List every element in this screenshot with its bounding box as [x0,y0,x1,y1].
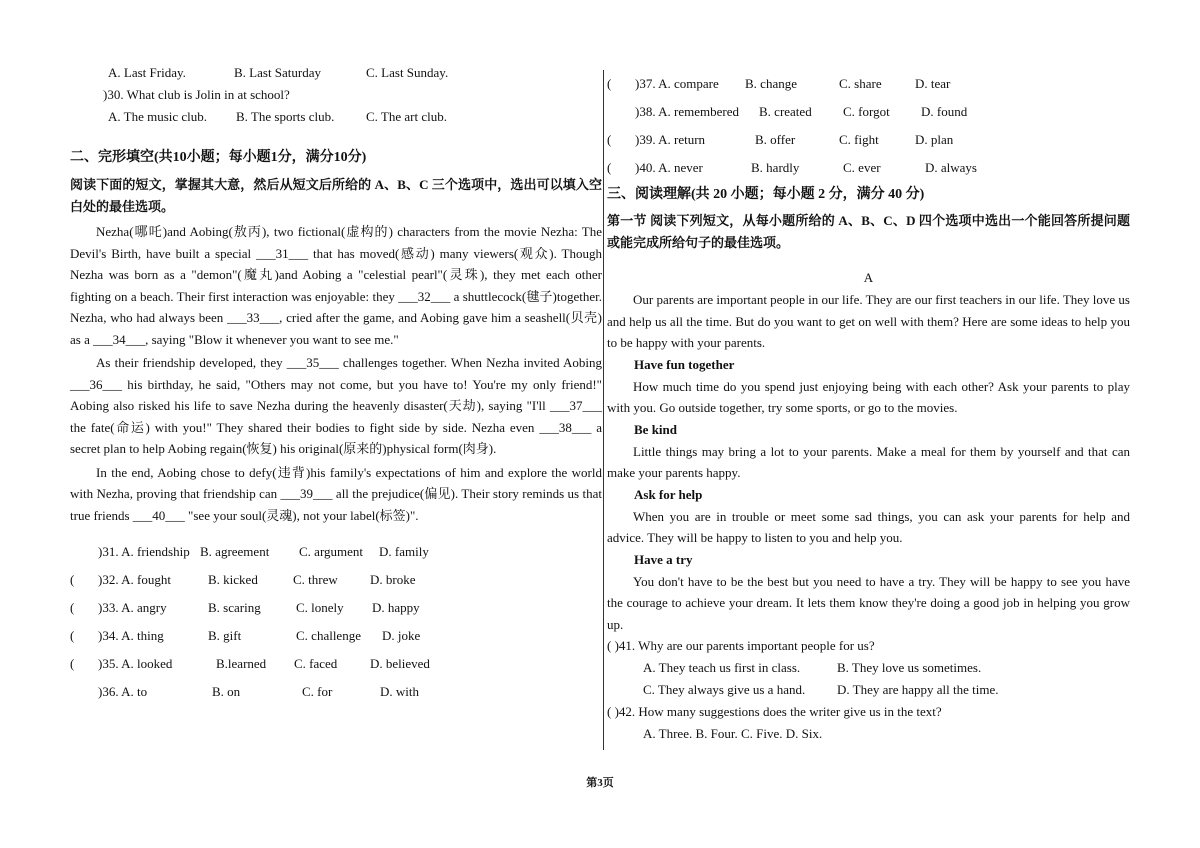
option-d: D. found [921,104,968,119]
cloze-questions-left [70,538,602,706]
answer-paren[interactable]: ( [607,160,612,175]
column-divider [603,70,604,750]
q41-options-row2 [607,679,1130,701]
text-be-kind: Little things may bring a lot to your parents. Make a meal for them by yourself and that can make your parents happy. [607,443,1130,480]
option-c: C. share [839,76,882,91]
q41-option-a: A. They teach us first in class. [643,660,801,675]
option-a: )38. A. remembered [635,104,739,119]
passage-letter: A [863,270,874,285]
answer-paren[interactable] [70,678,98,706]
q29-option-a: A. Last Friday. [108,65,186,80]
question-row [70,594,602,622]
option-b: B. on [212,684,241,699]
option-c: C. threw [293,572,338,587]
option-b: B. change [745,76,797,91]
option-b: B. offer [755,132,796,147]
heading-have-a-try: Have a try [634,551,693,567]
answer-paren[interactable]: ( [607,76,612,91]
cloze-paragraph-2: As their friendship developed, they ___35___ challenges together. When Nezha invited Aobing ___36___ his birthday, he said, "Others may not come, but you have to! You're my only friend!" Aobing also risked his life to save Nezha during the heavenly disaster(天劫), saying "I'll ___37___ the fate(命运) with you!" They shared their bodies to fight side by side. Nezha even ___38___ a secret plan to help Aobing regain(恢复) his original(原来的)physical form(肉身). [70,355,602,456]
option-a: )35. A. looked [98,656,173,671]
option-c: C. for [302,684,333,699]
section2-instructions: 阅读下面的短文，掌握其大意，然后从短文后所给的 A、B、C 三个选项中，选出可以填入空白处的最佳选项。 [70,177,602,214]
question-row [70,566,602,594]
question-row [607,126,1130,154]
left-column [70,62,602,706]
q29-option-b: B. Last Saturday [234,65,322,80]
heading-be-kind: Be kind [634,421,677,437]
option-a: )37. A. compare [635,76,719,91]
option-a: )32. A. fought [98,572,171,587]
answer-paren[interactable] [607,98,635,126]
option-a: )31. A. friendship [98,544,190,559]
cloze-questions-right [607,70,1130,182]
option-d: D. broke [370,572,416,587]
question-row [70,538,602,566]
option-a: )36. A. to [98,684,148,699]
heading-ask-for-help: Ask for help [634,486,703,502]
q30-option-c: C. The art club. [366,109,447,124]
option-b: B.learned [216,656,267,671]
option-d: D. happy [372,600,420,615]
answer-paren[interactable]: ( [70,600,75,615]
question-row [607,70,1130,98]
option-a: )40. A. never [635,160,703,175]
section2-title: 二、完形填空(共10小题；每小题1分，满分10分) [70,150,367,165]
question-row [607,98,1130,126]
question-row [70,650,602,678]
cloze-paragraph-3: In the end, Aobing chose to defy(违背)his family's expectations of him and explore the world with Nezha, proving that friendship can ___39___ all the prejudice(偏见). Their story reminds us that true friends ___40___ "see your soul(灵魂), not your label(标签)". [70,464,602,523]
option-c: C. lonely [296,600,344,615]
q41-options-row1 [607,657,1130,679]
right-column [607,70,1130,745]
option-d: D. with [380,684,419,699]
text-have-a-try: You don't have to be the best but you need to have a try. They will be happy to see you have the courage to achieve your dream. It lets them know they're doing a good job in helping you grow up. [607,573,1130,632]
option-a: )33. A. angry [98,600,167,615]
option-d: D. joke [382,628,421,643]
question-row [70,678,602,706]
q42-options: A. Three. B. Four. C. Five. D. Six. [643,726,823,741]
option-b: B. gift [208,628,242,643]
q41-option-b: B. They love us sometimes. [837,660,982,675]
option-c: C. argument [299,544,364,559]
option-c: C. fight [839,132,879,147]
option-b: B. hardly [751,160,800,175]
option-d: D. believed [370,656,430,671]
q30-stem: )30. What club is Jolin in at school? [103,87,290,102]
option-b: B. agreement [200,544,270,559]
option-c: C. ever [843,160,881,175]
question-row [607,154,1130,182]
text-ask-for-help: When you are in trouble or meet some sad things, you can ask your parents for help and advice. They will be happy to listen to you and help you. [607,508,1130,545]
passage-intro: Our parents are important people in our life. They are our first teachers in our life. They love us and help us all the time. But do you want to get on well with them? Here are some ideas to help you to be happy with your parents. [607,292,1130,350]
option-c: C. forgot [843,104,890,119]
q41-option-d: D. They are happy all the time. [837,682,999,697]
page-number: 第3页 [586,777,614,789]
option-d: D. family [379,544,429,559]
option-d: D. always [925,160,977,175]
question-row [70,622,602,650]
answer-paren[interactable]: ( [607,132,612,147]
option-b: B. scaring [208,600,261,615]
answer-paren[interactable]: ( [70,572,75,587]
q42-stem: ( )42. How many suggestions does the writer give us in the text? [607,704,942,719]
q30-options [70,106,602,128]
option-d: D. plan [915,132,954,147]
answer-paren[interactable]: ( [70,628,75,643]
answer-paren[interactable]: ( [70,656,75,671]
q30-option-b: B. The sports club. [236,109,335,124]
q41-stem: ( )41. Why are our parents important people for us? [607,638,875,653]
q30-option-a: A. The music club. [108,109,208,124]
q29-options [70,62,602,84]
option-c: C. challenge [296,628,361,643]
q29-option-c: C. Last Sunday. [366,65,449,80]
part1-instructions: 第一节 阅读下列短文，从每小题所给的 A、B、C、D 四个选项中选出一个能回答所提问题或能完成所给句子的最佳选项。 [607,213,1130,250]
option-a: )39. A. return [635,132,706,147]
answer-paren[interactable] [70,538,98,566]
q41-option-c: C. They always give us a hand. [643,682,806,697]
option-a: )34. A. thing [98,628,164,643]
option-b: B. created [759,104,812,119]
cloze-paragraph-1: Nezha(哪吒)and Aobing(敖丙), two fictional(虚构的) characters from the movie Nezha: The Devil's Birth, have built a special ___31___ that has moved(感动) many viewers(观众). Though Nezha was born as a "demon"(魔丸)and Aobing a "celestial pearl"(灵珠), they met each other fighting on a beach. Their first interaction was enjoyable: they ___32___ a shuttlecock(毽子)together. Nezha, who had always been ___33___, cried after the game, and Aobing gave him a seashell(贝壳) as a ___34___, saying "Blow it whenever you want to see me." [70,224,602,347]
option-b: B. kicked [208,572,258,587]
option-d: D. tear [915,76,951,91]
option-c: C. faced [294,656,338,671]
section3-title: 三、阅读理解(共 20 小题；每小题 2 分，满分 40 分) [607,187,925,202]
heading-have-fun: Have fun together [634,356,735,372]
text-have-fun: How much time do you spend just enjoying being with each other? Ask your parents to play with you. Go outside together, try some sports, or go to the movies. [607,378,1130,415]
